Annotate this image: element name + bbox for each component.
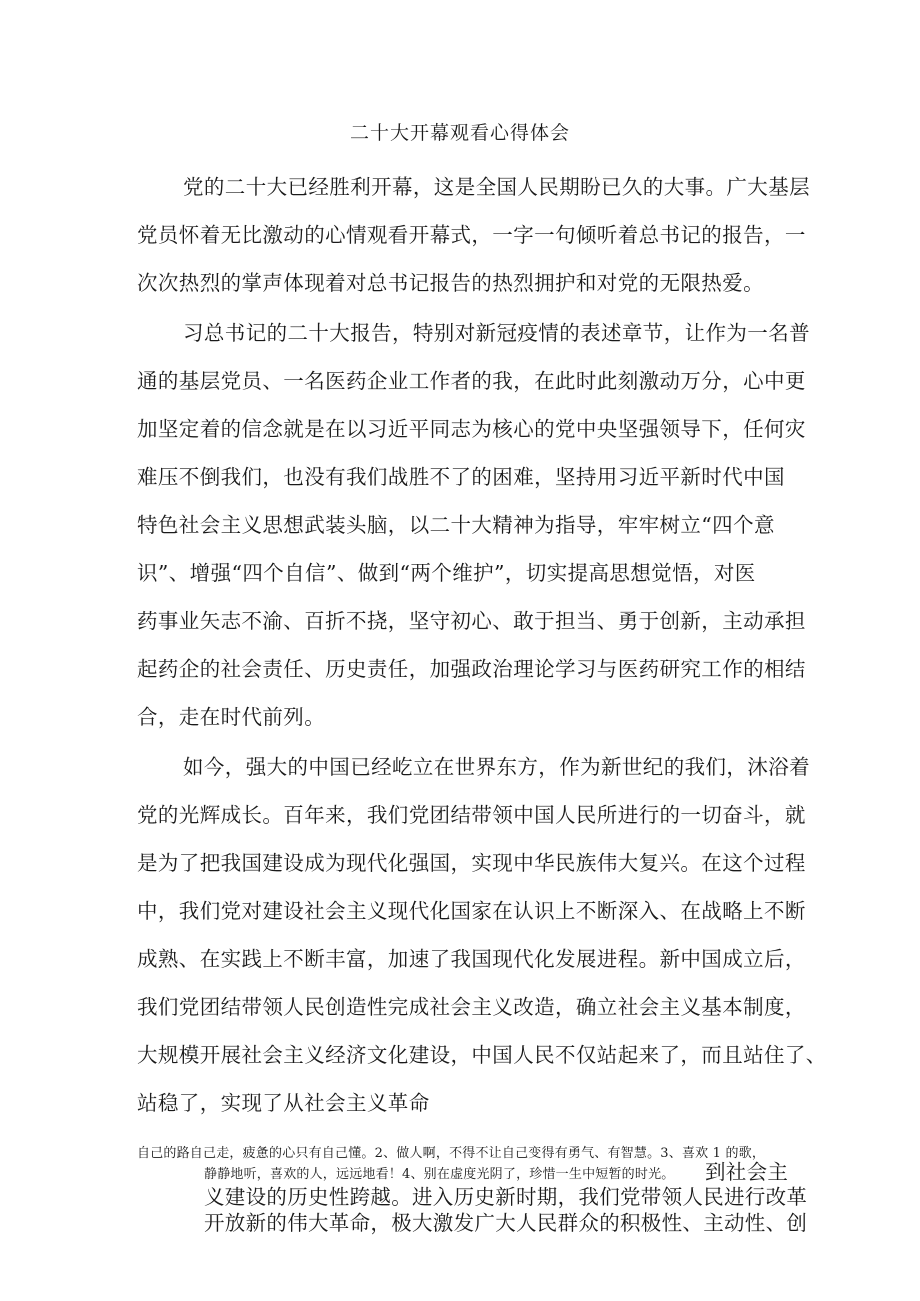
overlapping-text: 义建设的历史性跨越。进入历史新时期，我们党带领人民进行改革 (204, 1185, 808, 1209)
paragraph-line: 党的光辉成长。百年来，我们党团结带领中国人民所进行的一切奋斗，就 (137, 803, 806, 827)
paragraph-line: 通的基层党员、一名医药企业工作者的我，在此时此刻激动万分，心中更 (137, 369, 806, 393)
footer-note-line: 静静地听，喜欢的人，远远地看！4、别在虚度光阴了，珍惜一生中短暂的时光。 (204, 1167, 675, 1182)
overlapping-text: 开放新的伟大革命，极大激发广大人民群众的积极性、主动性、创 (204, 1211, 808, 1235)
paragraph-line: 中，我们党对建设社会主义现代化国家在认识上不断深入、在战略上不断 (137, 899, 806, 923)
paragraph-line: 大规模开展社会主义经济文化建设，中国人民不仅站起来了，而且站住了、 (137, 1043, 827, 1067)
paragraph-line: 难压不倒我们，也没有我们战胜不了的困难，坚持用习近平新时代中国 (137, 465, 785, 489)
paragraph-line: 加坚定着的信念就是在以习近平同志为核心的党中央坚强领导下，任何灾 (137, 417, 806, 441)
paragraph-line: 合，走在时代前列。 (137, 705, 326, 729)
paragraph-line: 站稳了，实现了从社会主义革命 (137, 1091, 430, 1115)
document-title: 二十大开幕观看心得体会 (349, 122, 570, 144)
paragraph-line: 成熟、在实践上不断丰富，加速了我国现代化发展进程。新中国成立后， (137, 947, 806, 971)
paragraph-line: 是为了把我国建设成为现代化强国，实现中华民族伟大复兴。在这个过程 (137, 851, 806, 875)
paragraph-line: 如今，强大的中国已经屹立在世界东方，作为新世纪的我们，沐浴着 (183, 755, 810, 779)
paragraph-line: 特色社会主义思想武装头脑，以二十大精神为指导，牢牢树立“四个意 (137, 513, 775, 537)
overlapping-text: 到社会主 (705, 1160, 789, 1184)
paragraph-line: 识”、增强“四个自信”、做到“两个维护”，切实提高思想觉悟，对医 (137, 561, 756, 585)
paragraph-line: 药事业矢志不渝、百折不挠，坚守初心、敢于担当、勇于创新，主动承担 (137, 609, 806, 633)
paragraph-line: 次次热烈的掌声体现着对总书记报告的热烈拥护和对党的无限热爱。 (137, 271, 764, 295)
paragraph-line: 起药企的社会责任、历史责任，加强政治理论学习与医药研究工作的相结 (137, 657, 806, 681)
paragraph-line: 我们党团结带领人民创造性完成社会主义改造，确立社会主义基本制度， (137, 995, 806, 1019)
paragraph-line: 党的二十大已经胜利开幕，这是全国人民期盼已久的大事。广大基层 (183, 175, 810, 199)
footer-note-line: 自己的路自己走，疲惫的心只有自己懂。2、做人啊，不得不让自己变得有勇气、有智慧。3、喜欢 1 的歌， (137, 1146, 766, 1161)
paragraph-line: 习总书记的二十大报告，特别对新冠疫情的表述章节，让作为一名普 (183, 321, 810, 345)
paragraph-line: 党员怀着无比激动的心情观看开幕式，一字一句倾听着总书记的报告，一 (137, 223, 806, 247)
